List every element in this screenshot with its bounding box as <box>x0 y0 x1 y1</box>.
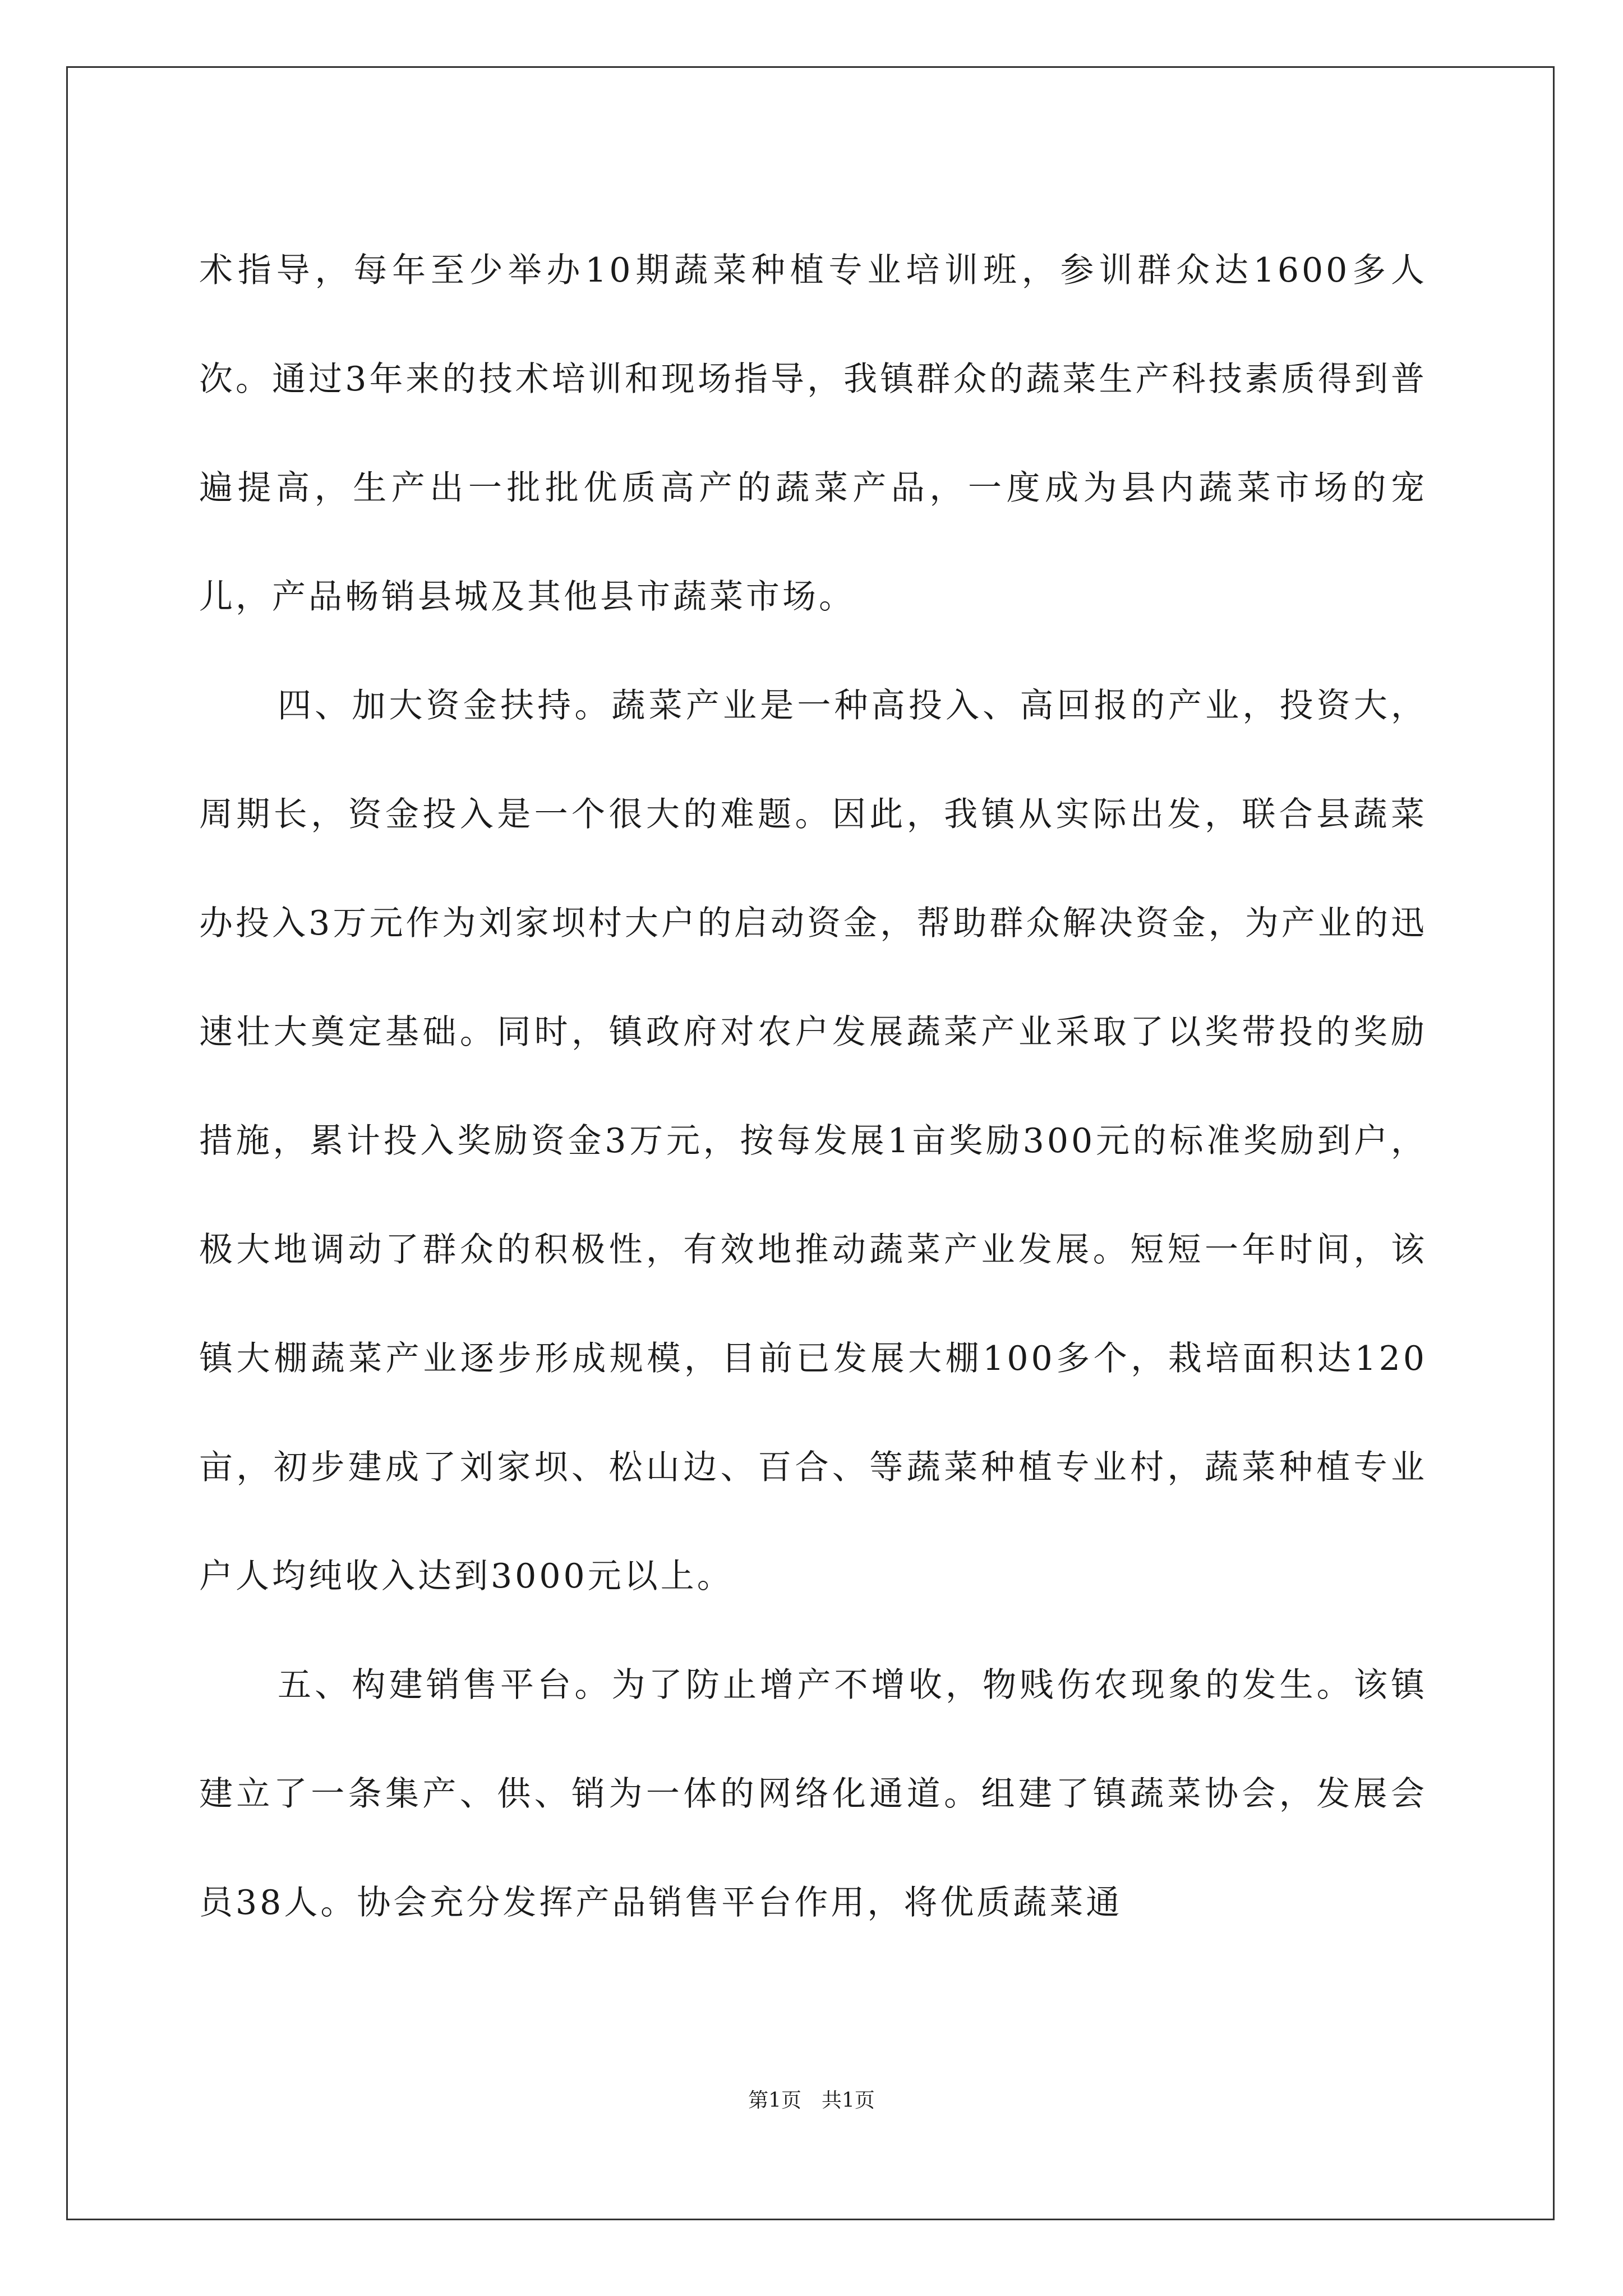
paragraph-training: 术指导，每年至少举办10期蔬菜种植专业培训班，参训群众达1600多人次。通过3年来的技术培训和现场指导，我镇群众的蔬菜生产科技素质得到普遍提高，生产出一批批优质高产的蔬菜产品，一度成为县内蔬菜市场的宠儿，产品畅销县城及其他县市蔬菜市场。 <box>199 251 1427 616</box>
paragraph-sales-platform: 五、构建销售平台。为了防止增产不增收，物贱伤农现象的发生。该镇建立了一条集产、供、销为一体的网络化通道。组建了镇蔬菜协会，发展会员38人。协会充分发挥产品销售平台作用，将优质蔬菜通 <box>199 1665 1427 1922</box>
paragraph-funding-support: 四、加大资金扶持。蔬菜产业是一种高投入、高回报的产业，投资大，周期长，资金投入是一个很大的难题。因此，我镇从实际出发，联合县蔬菜办投入3万元作为刘家坝村大户的启动资金，帮助群众解决资金，为产业的迅速壮大奠定基础。同时，镇政府对农户发展蔬菜产业采取了以奖带投的奖励措施，累计投入奖励资金3万元，按每发展1亩奖励300元的标准奖励到户，极大地调动了群众的积极性，有效地推动蔬菜产业发展。短短一年时间，该镇大棚蔬菜产业逐步形成规模，目前已发展大棚100多个，栽培面积达120亩，初步建成了刘家坝、松山边、百合、等蔬菜种植专业村，蔬菜种植专业户人均纯收入达到3000元以上。 <box>199 686 1427 1596</box>
page-footer: 第1页 共1页 <box>748 2089 875 2112</box>
document-body <box>199 216 1427 1957</box>
